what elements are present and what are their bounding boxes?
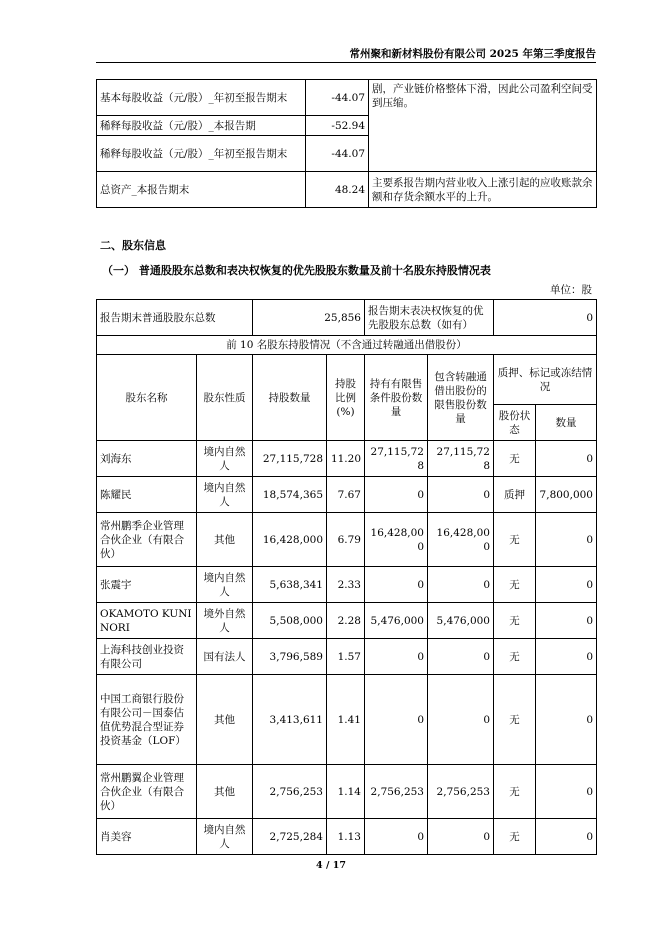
holder-qty: 0 [536, 765, 597, 819]
indicator-label: 稀释每股收益（元/股）_本报告期 [97, 116, 306, 136]
holder-status: 无 [494, 513, 536, 567]
indicator-value: -52.94 [306, 116, 369, 136]
holder-lent: 27,115,728 [428, 441, 494, 477]
col-header-pledge-qty: 数量 [536, 405, 597, 441]
header-divider [96, 62, 596, 63]
holder-restricted: 16,428,000 [365, 513, 428, 567]
holder-ratio: 1.41 [327, 675, 365, 765]
holder-restricted: 0 [365, 819, 428, 855]
table-row [97, 675, 597, 765]
table-row [97, 441, 597, 477]
holder-restricted: 0 [365, 639, 428, 675]
holder-restricted: 27,115,728 [365, 441, 428, 477]
holder-ratio: 1.13 [327, 819, 365, 855]
holder-name: 刘海东 [97, 441, 197, 477]
holder-shares: 2,756,253 [253, 765, 327, 819]
holder-restricted: 5,476,000 [365, 603, 428, 639]
holder-name: OKAMOTO KUNINORI [97, 603, 197, 639]
table-row [97, 765, 597, 819]
holder-ratio: 2.33 [327, 567, 365, 603]
holder-ratio: 6.79 [327, 513, 365, 567]
holder-nature: 境内自然人 [197, 567, 253, 603]
holder-shares: 5,638,341 [253, 567, 327, 603]
holder-status: 无 [494, 819, 536, 855]
holder-status: 无 [494, 603, 536, 639]
col-header-lent: 包含转融通借出股份的限售股份数量 [428, 355, 494, 441]
holder-name: 常州鹏季企业管理合伙企业（有限合伙） [97, 513, 197, 567]
holder-shares: 2,725,284 [253, 819, 327, 855]
holder-qty: 0 [536, 639, 597, 675]
holder-nature: 其他 [197, 513, 253, 567]
table-row [97, 603, 597, 639]
holder-name: 肖美容 [97, 819, 197, 855]
holder-name: 张震宇 [97, 567, 197, 603]
holder-restricted: 0 [365, 567, 428, 603]
holder-ratio: 11.20 [327, 441, 365, 477]
holder-restricted: 2,756,253 [365, 765, 428, 819]
holder-nature: 境内自然人 [197, 819, 253, 855]
table-row [97, 639, 597, 675]
holder-ratio: 1.14 [327, 765, 365, 819]
col-header-ratio: 持股比例(%) [327, 355, 365, 441]
holder-ratio: 2.28 [327, 603, 365, 639]
holder-lent: 0 [428, 675, 494, 765]
holder-status: 质押 [494, 477, 536, 513]
holder-status: 无 [494, 675, 536, 765]
col-header-pledge-group: 质押、标记或冻结情况 [494, 355, 597, 405]
holder-lent: 0 [428, 639, 494, 675]
holder-status: 无 [494, 441, 536, 477]
holder-status: 无 [494, 567, 536, 603]
holder-restricted: 0 [365, 675, 428, 765]
indicator-label: 总资产_本报告期末 [97, 172, 306, 208]
shareholder-table [96, 299, 597, 855]
holder-nature: 境内自然人 [197, 477, 253, 513]
indicator-reason: 剧，产业链价格整体下滑，因此公司盈利空间受到压缩。 [369, 80, 597, 172]
holder-shares: 18,574,365 [253, 477, 327, 513]
holder-ratio: 7.67 [327, 477, 365, 513]
holder-lent: 16,428,000 [428, 513, 494, 567]
col-header-shares: 持股数量 [253, 355, 327, 441]
indicator-table [96, 79, 597, 208]
holder-shares: 16,428,000 [253, 513, 327, 567]
total-holders-label: 报告期末普通股股东总数 [97, 300, 253, 336]
holder-ratio: 1.57 [327, 639, 365, 675]
holder-qty: 0 [536, 603, 597, 639]
holder-name: 陈耀民 [97, 477, 197, 513]
holder-nature: 其他 [197, 675, 253, 765]
indicator-label: 稀释每股收益（元/股）_年初至报告期末 [97, 136, 306, 172]
holder-status: 无 [494, 765, 536, 819]
pref-holders-label: 报告期末表决权恢复的优先股股东总数（如有） [365, 300, 494, 336]
table-row [97, 477, 597, 513]
holder-nature: 境内自然人 [197, 441, 253, 477]
page-number: 4 / 17 [316, 860, 346, 871]
indicator-value: 48.24 [306, 172, 369, 208]
holder-nature: 境外自然人 [197, 603, 253, 639]
holder-restricted: 0 [365, 477, 428, 513]
holder-qty: 0 [536, 441, 597, 477]
col-header-name: 股东名称 [97, 355, 197, 441]
holder-qty: 0 [536, 819, 597, 855]
holder-qty: 0 [536, 675, 597, 765]
col-header-restricted: 持有有限售条件股份数量 [365, 355, 428, 441]
holder-qty: 0 [536, 567, 597, 603]
holder-lent: 0 [428, 477, 494, 513]
holder-name: 上海科技创业投资有限公司 [97, 639, 197, 675]
holder-shares: 5,508,000 [253, 603, 327, 639]
subsection-title: （一） 普通股股东总数和表决权恢复的优先股股东数量及前十名股东持股情况表 [102, 264, 491, 277]
table-row [97, 819, 597, 855]
indicator-value: -44.07 [306, 136, 369, 172]
holder-lent: 5,476,000 [428, 603, 494, 639]
holder-nature: 国有法人 [197, 639, 253, 675]
col-header-pledge-status: 股份状态 [494, 405, 536, 441]
section-title: 二、股东信息 [100, 239, 166, 252]
table-row [97, 567, 597, 603]
holder-shares: 27,115,728 [253, 441, 327, 477]
unit-label: 单位：股 [550, 284, 592, 296]
pref-holders-value: 0 [494, 300, 597, 336]
holder-status: 无 [494, 639, 536, 675]
holder-lent: 2,756,253 [428, 765, 494, 819]
holder-qty: 0 [536, 513, 597, 567]
holder-qty: 7,800,000 [536, 477, 597, 513]
holder-lent: 0 [428, 567, 494, 603]
holder-name: 常州鹏翼企业管理合伙企业（有限合伙） [97, 765, 197, 819]
report-header: 常州聚和新材料股份有限公司 2025 年第三季度报告 [349, 48, 596, 60]
indicator-value: -44.07 [306, 80, 369, 116]
holder-shares: 3,413,611 [253, 675, 327, 765]
holder-name: 中国工商银行股份有限公司－国泰估值优势混合型证券投资基金（LOF） [97, 675, 197, 765]
holder-shares: 3,796,589 [253, 639, 327, 675]
col-header-nature: 股东性质 [197, 355, 253, 441]
top10-caption: 前 10 名股东持股情况（不含通过转融通出借股份） [97, 336, 597, 355]
table-row [97, 513, 597, 567]
total-holders-value: 25,856 [253, 300, 365, 336]
holder-lent: 0 [428, 819, 494, 855]
indicator-label: 基本每股收益（元/股）_年初至报告期末 [97, 80, 306, 116]
indicator-reason: 主要系报告期内营业收入上涨引起的应收账款余额和存货余额水平的上升。 [369, 172, 597, 208]
holder-nature: 其他 [197, 765, 253, 819]
